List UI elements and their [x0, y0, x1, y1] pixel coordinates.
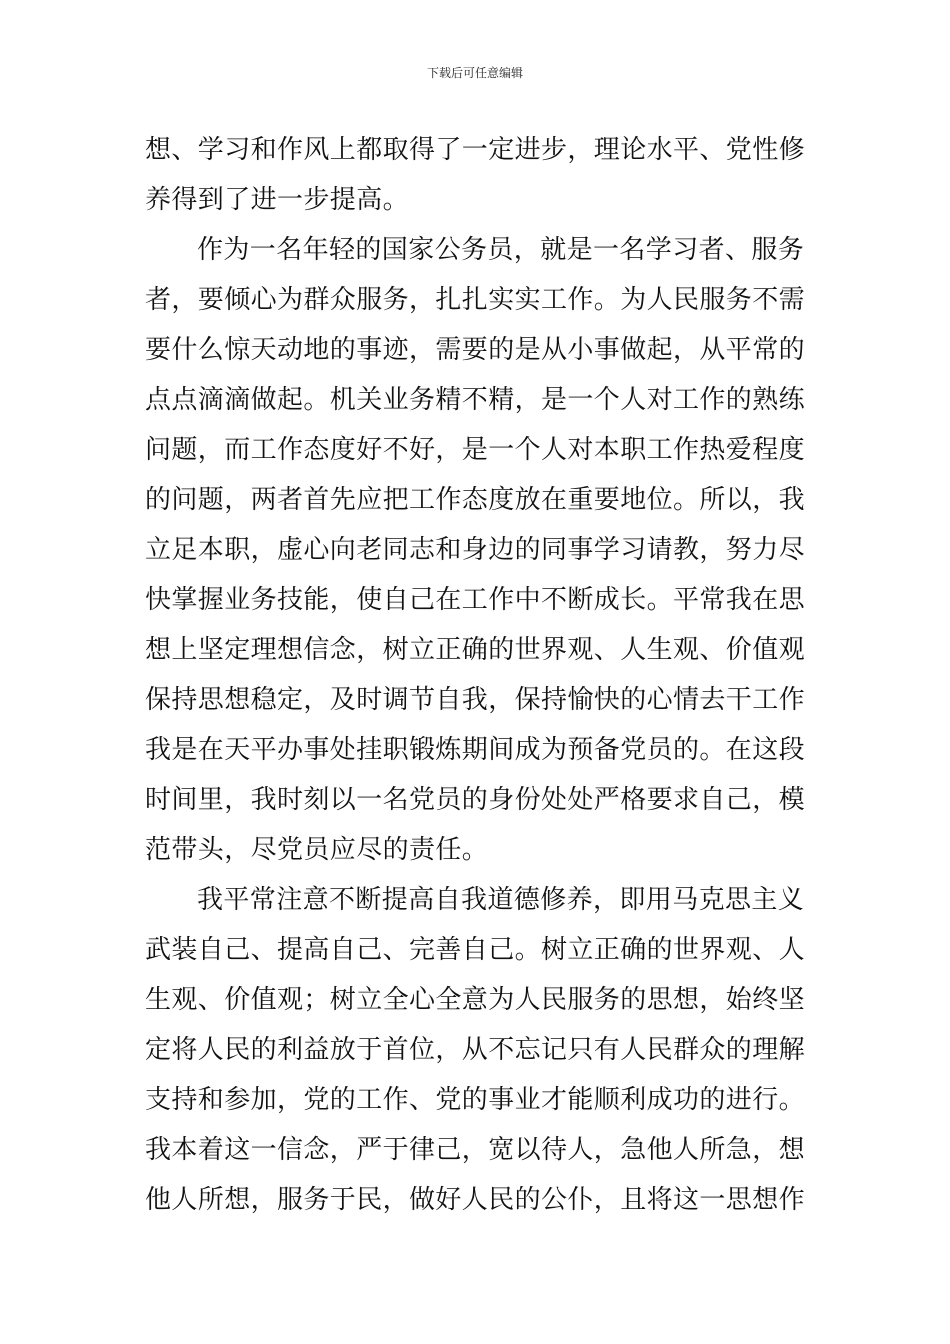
text-line: 支持和参加，党的工作、党的事业才能顺利成功的进行。 — [145, 1085, 806, 1115]
text-line: 者，要倾心为群众服务，扎扎实实工作。为人民服务不需 — [145, 285, 806, 315]
text-line: 快掌握业务技能，使自己在工作中不断成长。平常我在思 — [145, 585, 806, 615]
paragraph-first-line: 作为一名年轻的国家公务员，就是一名学习者、服务 — [197, 235, 805, 265]
text-line: 范带头，尽党员应尽的责任。 — [145, 835, 489, 865]
text-line: 时间里，我时刻以一名党员的身份处处严格要求自己，模 — [145, 785, 806, 815]
text-line: 武装自己、提高自己、完善自己。树立正确的世界观、人 — [145, 935, 806, 965]
text-line: 保持思想稳定，及时调节自我，保持愉快的心情去干工作 — [145, 685, 806, 715]
text-line: 立足本职，虚心向老同志和身边的同事学习请教，努力尽 — [145, 535, 806, 565]
text-line: 问题，而工作态度好不好，是一个人对本职工作热爱程度 — [145, 435, 806, 465]
text-line: 我是在天平办事处挂职锻炼期间成为预备党员的。在这段 — [145, 735, 806, 765]
text-line: 想、学习和作风上都取得了一定进步，理论水平、党性修 — [145, 135, 806, 165]
text-line: 点点滴滴做起。机关业务精不精，是一个人对工作的熟练 — [145, 385, 806, 415]
text-line: 的问题，两者首先应把工作态度放在重要地位。所以，我 — [145, 485, 806, 515]
text-line: 生观、价值观；树立全心全意为人民服务的思想，始终坚 — [145, 985, 806, 1015]
text-line: 想上坚定理想信念，树立正确的世界观、人生观、价值观 — [145, 635, 806, 665]
page-header: 下载后可任意编辑 — [426, 66, 523, 80]
text-line: 他人所想，服务于民，做好人民的公仆，且将这一思想作 — [145, 1185, 806, 1215]
text-line: 养得到了进一步提高。 — [145, 185, 410, 215]
text-line: 我本着这一信念，严于律己，宽以待人，急他人所急，想 — [145, 1135, 806, 1165]
text-line: 定将人民的利益放于首位，从不忘记只有人民群众的理解 — [145, 1035, 806, 1065]
paragraph-first-line: 我平常注意不断提高自我道德修养，即用马克思主义 — [197, 885, 805, 915]
text-line: 要什么惊天动地的事迹，需要的是从小事做起，从平常的 — [145, 335, 806, 365]
